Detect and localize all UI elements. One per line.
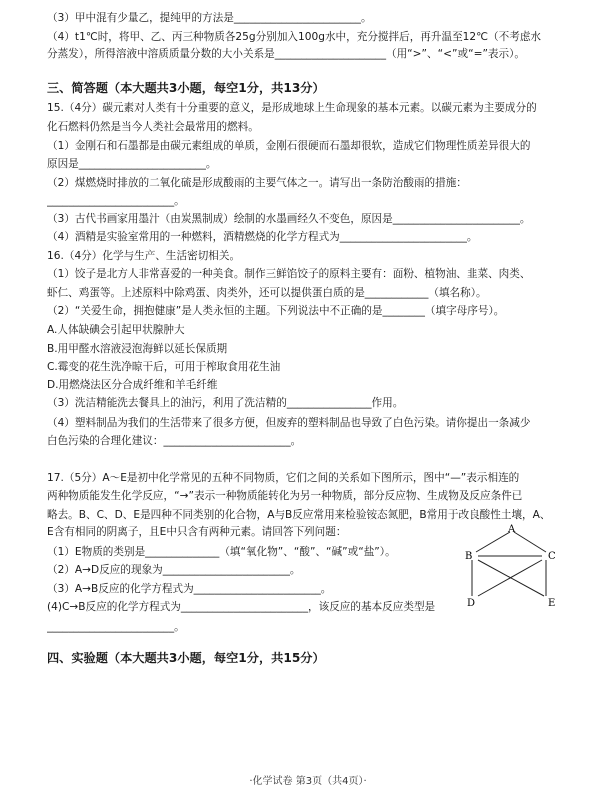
text-line: ________________________。 bbox=[47, 195, 185, 207]
text-line: （3）甲中混有少量乙，提纯甲的方法是________________________。 bbox=[47, 12, 372, 24]
text-line: （2）“关爱生命，拥抱健康”是人类永恒的主题。下列说法中不正确的是________（填字母序号）。 bbox=[47, 305, 505, 317]
text-line: （1）金刚石和石墨都是由碳元素组成的单质，金刚石很硬而石墨却很软，造成它们物理性质差异很大的 bbox=[47, 140, 531, 152]
text-line: （3）古代书画家用墨汁（由炭黑制成）绘制的水墨画经久不变色，原因是________________________。 bbox=[47, 213, 531, 225]
node-a: A bbox=[508, 524, 516, 535]
text-line: 15.（4分）碳元素对人类有十分重要的意义，是形成地球上生命现象的基本元素。以碳元素为主要成分的 bbox=[47, 102, 537, 114]
text-line: （2）A→D反应的现象为________________________。 bbox=[47, 564, 301, 576]
text-line: A.人体缺碘会引起甲状腺肿大 bbox=[47, 324, 185, 336]
text-line: E含有相同的阴离子，且E中只含有两种元素。请回答下列问题： bbox=[47, 526, 347, 538]
text-line: 白色污染的合理化建议：________________________。 bbox=[47, 435, 302, 447]
node-c: C bbox=[548, 551, 556, 562]
text-line: 16.（4分）化学与生产、生活密切相关。 bbox=[47, 250, 241, 262]
text-line: 原因是________________________。 bbox=[47, 158, 217, 170]
section-heading: 四、实验题（本大题共3小题，每空1分，共15分） bbox=[47, 651, 325, 665]
text-line: 虾仁、鸡蛋等。上述原料中除鸡蛋、肉类外，还可以提供蛋白质的是____________（填名称）。 bbox=[47, 287, 487, 299]
edge-a-b bbox=[476, 532, 510, 552]
text-line: （1）饺子是北方人非常喜爱的一种美食。制作三鲜馅饺子的原料主要有：面粉、植物油、韭菜、肉类、 bbox=[47, 268, 531, 280]
text-line: 两种物质能发生化学反应，“→”表示一种物质能转化为另一种物质，部分反应物、生成物及反应条件已 bbox=[47, 490, 523, 502]
text-line: ________________________。 bbox=[47, 621, 185, 633]
text-line: （4）塑料制品为我们的生活带来了很多方便，但废弃的塑料制品也导致了白色污染。请你提出一条减少 bbox=[47, 417, 531, 429]
node-d: D bbox=[467, 598, 476, 608]
text-line: （1）E物质的类别是______________（填“氧化物”、“酸”、“碱”或“盐”）。 bbox=[47, 546, 396, 558]
text-line: 17.（5分）A～E是初中化学常见的五种不同物质，它们之间的关系如下图所示，图中“—”表示相连的 bbox=[47, 472, 520, 484]
text-line: D.用燃烧法区分合成纤维和羊毛纤维 bbox=[47, 379, 218, 391]
node-b: B bbox=[465, 551, 473, 562]
text-line: 化石燃料仍然是当今人类社会最常用的燃料。 bbox=[47, 121, 259, 133]
text-line: （2）煤燃烧时排放的二氧化硫是形成酸雨的主要气体之一。请写出一条防治酸雨的措施： bbox=[47, 177, 467, 189]
text-line: B.用甲醛水溶液浸泡海鲜以延长保质期 bbox=[47, 343, 228, 355]
text-line: （4）酒精是实验室常用的一种燃料，酒精燃烧的化学方程式为________________________。 bbox=[47, 231, 478, 243]
text-line: C.霉变的花生洗净晾干后，可用于榨取食用花生油 bbox=[47, 361, 281, 373]
text-line: （4）t1℃时，将甲、乙、丙三种物质各25g分别加入100g水中，充分搅拌后，再升温至12℃（不考虑水 bbox=[47, 31, 542, 43]
text-line: 略去。B、C、D、E是四种不同类别的化合物，A与B反应常用来检验铵态氮肥，B常用于改良酸性土壤，A、 bbox=[47, 509, 551, 521]
text-line: (4)C→B反应的化学方程式为________________________，该反应的基本反应类型是 bbox=[47, 601, 436, 613]
substance-relation-diagram bbox=[462, 524, 572, 608]
text-line: （3）A→B反应的化学方程式为________________________。 bbox=[47, 583, 332, 595]
node-e: E bbox=[548, 598, 556, 608]
edge-a-c bbox=[514, 532, 546, 552]
text-line: 分蒸发），所得溶液中溶质质量分数的大小关系是_____________________（用“>”、“<”或“=”表示）。 bbox=[47, 48, 526, 60]
text-line: （3）洗洁精能洗去餐具上的油污，利用了洗洁精的________________作用。 bbox=[47, 397, 404, 409]
section-heading: 三、简答题（本大题共3小题，每空1分，共13分） bbox=[47, 81, 325, 95]
page-footer: ·化学试卷 第3页（共4页）· bbox=[249, 776, 367, 787]
